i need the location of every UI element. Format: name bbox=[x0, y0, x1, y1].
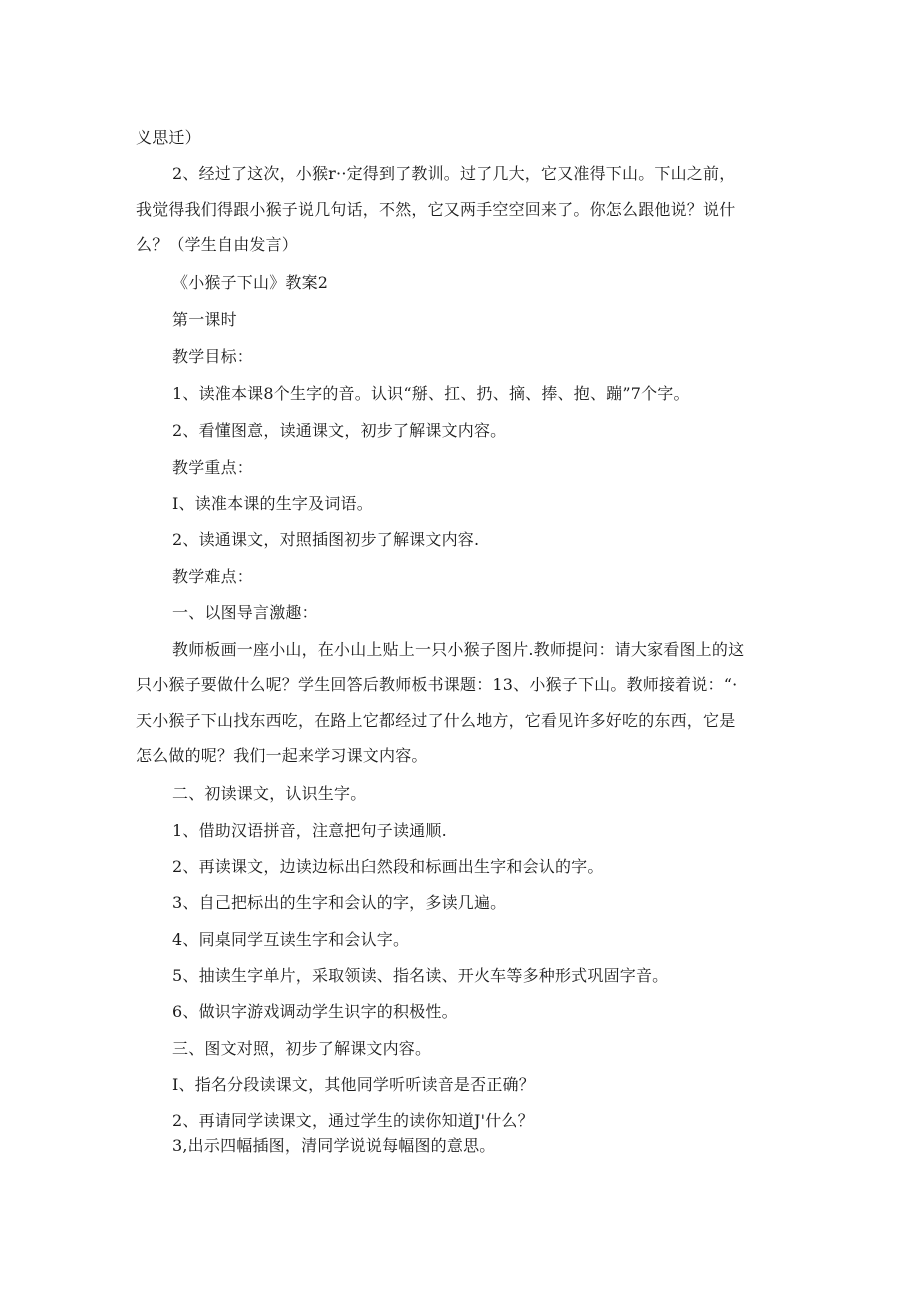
section-heading-lesson-plan-2: 《小猴子下山》教案2 bbox=[172, 273, 329, 292]
text-line-23: 4、同桌同学互读生字和会认字。 bbox=[172, 930, 410, 949]
text-line-20: 1、借助汉语拼音，注意把句子读通顺. bbox=[172, 821, 447, 840]
text-line-6: 第一课时 bbox=[172, 310, 237, 329]
text-line-18: 怎么做的呢？我们一起来学习课文内容。 bbox=[136, 746, 428, 765]
text-line-27: I、指名分段读课文，其他同学听听读音是否正确？ bbox=[172, 1075, 535, 1094]
text-line-21: 2、再读课文，边读边标出臼然段和标画出生字和会认的字。 bbox=[172, 857, 604, 876]
text-line-11: I、读准本课的生字及词语。 bbox=[172, 494, 373, 513]
text-line-8: 1、读准本课8个生字的音。认识“掰、扛、扔、摘、捧、抱、蹦”7个字。 bbox=[172, 384, 690, 403]
text-line-2: 2、经过了这次，小猴r··定得到了教训。过了几大，它又准得下山。下山之前， bbox=[172, 164, 736, 183]
text-line-4: 么？（学生自由发言） bbox=[136, 235, 299, 254]
text-line-3: 我觉得我们得跟小猴子说几句话，不然，它又两手空空回来了。你怎么跟他说？说什 bbox=[136, 200, 736, 219]
text-line-28: 2、再请同学读课文，通过学生的读你知道J'什么？ bbox=[172, 1111, 534, 1130]
text-line-9: 2、看懂图意，读通课文，初步了解课文内容。 bbox=[172, 421, 507, 440]
text-line-16: 只小猴子要做什么呢？学生回答后教师板书课题：13、小猴子下山。教师接着说：“· bbox=[136, 675, 738, 694]
text-line-12: 2、读通课文，对照插图初步了解课文内容. bbox=[172, 530, 480, 549]
text-line-7: 教学目标： bbox=[172, 347, 254, 366]
text-line-10: 教学重点： bbox=[172, 458, 254, 477]
text-line-26: 三、图文对照，初步了解课文内容。 bbox=[172, 1039, 432, 1058]
text-line-17: 天小猴子下山找东西吃，在路上它都经过了什么地方，它看见许多好吃的东西，它是 bbox=[136, 711, 736, 730]
text-line-24: 5、抽读生字单片，采取领读、指名读、开火车等多种形式巩固字音。 bbox=[172, 966, 669, 985]
text-line-1: 义思迁） bbox=[136, 128, 201, 147]
text-line-14: 一、以图导言激趣： bbox=[172, 603, 318, 622]
text-line-13: 教学难点： bbox=[172, 567, 254, 586]
text-line-19: 二、初读课文，认识生字。 bbox=[172, 784, 367, 803]
text-line-15: 教师板画一座小山，在小山上贴上一只小猴子图片.教师提问：请大家看图上的这 bbox=[172, 640, 745, 659]
text-line-22: 3、自己把标出的生字和会认的字，多读几遍。 bbox=[172, 893, 507, 912]
text-line-25: 6、做识字游戏调动学生识字的积极性。 bbox=[172, 1002, 458, 1021]
text-line-29: 3,出示四幅插图，清同学说说每幅图的意思。 bbox=[172, 1136, 496, 1155]
